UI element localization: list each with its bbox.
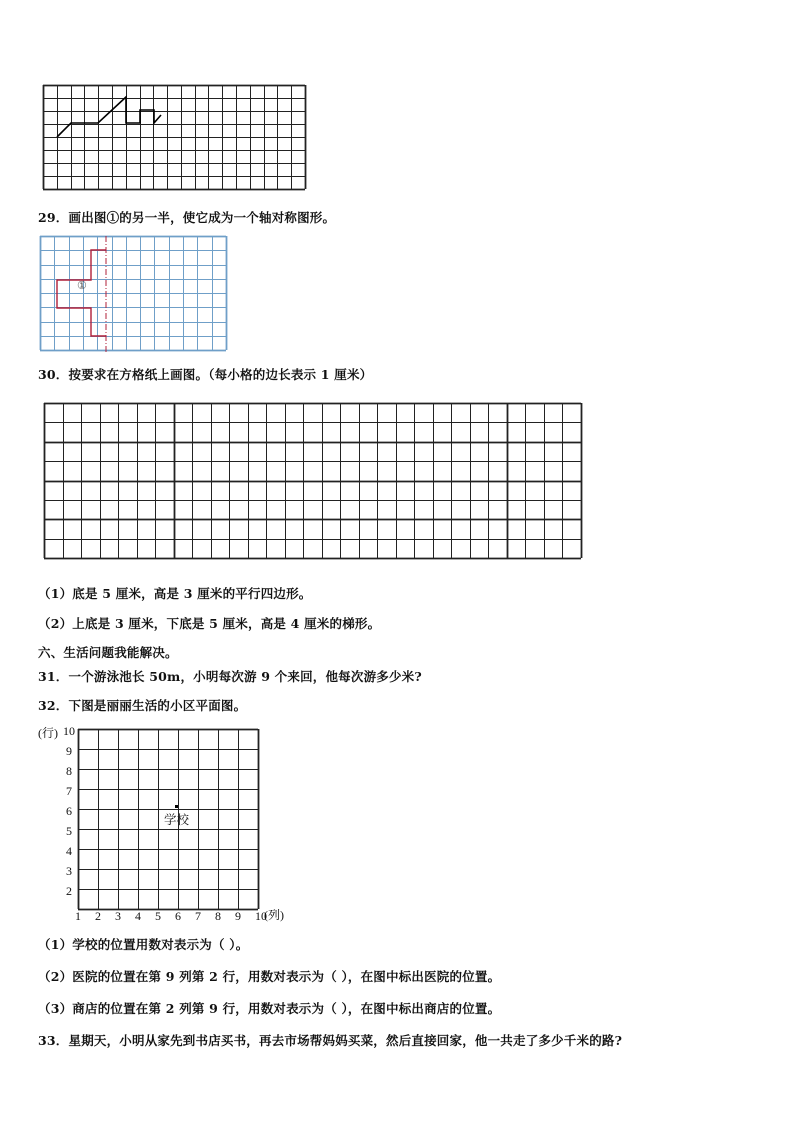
col-tick-label: 8 xyxy=(215,909,221,923)
q32-sub-3: （3）商店的位置在第 2 列第 9 行，用数对表示为（ ），在图中标出商店的位置。 xyxy=(38,1001,501,1016)
col-tick-label: 9 xyxy=(235,909,241,923)
question-31: 31．一个游泳池长 50m，小明每次游 9 个来回，他每次游多少米? xyxy=(38,669,422,684)
col-tick-label: 2 xyxy=(95,909,101,923)
question-32: 32．下图是丽丽生活的小区平面图。 xyxy=(38,698,247,713)
col-tick-label: 3 xyxy=(115,909,121,923)
row-tick-label: 4 xyxy=(66,844,72,858)
symmetry-grid xyxy=(40,236,228,352)
col-tick-label: 10 xyxy=(255,909,267,923)
question-30: 30．按要求在方格纸上画图。（每小格的边长表示 1 厘米） xyxy=(38,367,373,382)
row-tick-label: 2 xyxy=(66,884,72,898)
col-tick-label: 1 xyxy=(75,909,81,923)
col-tick-label: 5 xyxy=(155,909,161,923)
row-tick-label: 8 xyxy=(66,764,72,778)
row-tick-label: 5 xyxy=(66,824,72,838)
q32-sub-1: （1）学校的位置用数对表示为（ ）。 xyxy=(38,937,249,952)
question-33: 33．星期天，小明从家先到书店买书，再去市场帮妈妈买菜，然后直接回家，他一共走了多少千米的路? xyxy=(38,1033,623,1048)
section-title: 六、生活问题我能解决。 xyxy=(38,645,178,660)
row-tick-label: 6 xyxy=(66,804,72,818)
row-tick-label: 9 xyxy=(66,744,72,758)
col-axis-label: (列) xyxy=(264,908,284,922)
row-tick-label: 3 xyxy=(66,864,72,878)
col-tick-label: 4 xyxy=(135,909,141,923)
row-tick-label: 7 xyxy=(66,784,72,798)
school-label: 学校 xyxy=(164,813,190,827)
col-tick-label: 6 xyxy=(175,909,181,923)
question-29: 29．画出图①的另一半，使它成为一个轴对称图形。 xyxy=(38,210,336,225)
drawing-grid xyxy=(44,403,582,560)
row-tick-label: 10 xyxy=(63,724,75,738)
q32-sub-2: （2）医院的位置在第 9 列第 2 行，用数对表示为（ ），在图中标出医院的位置。 xyxy=(38,969,501,984)
q30-sub-2: （2）上底是 3 厘米，下底是 5 厘米，高是 4 厘米的梯形。 xyxy=(38,616,381,631)
q30-sub-1: （1）底是 5 厘米，高是 3 厘米的平行四边形。 xyxy=(38,586,312,601)
row-axis-label: (行) xyxy=(38,726,58,740)
col-tick-label: 7 xyxy=(195,909,201,923)
top-figure-grid xyxy=(43,85,307,191)
shape-label: ① xyxy=(77,280,87,292)
